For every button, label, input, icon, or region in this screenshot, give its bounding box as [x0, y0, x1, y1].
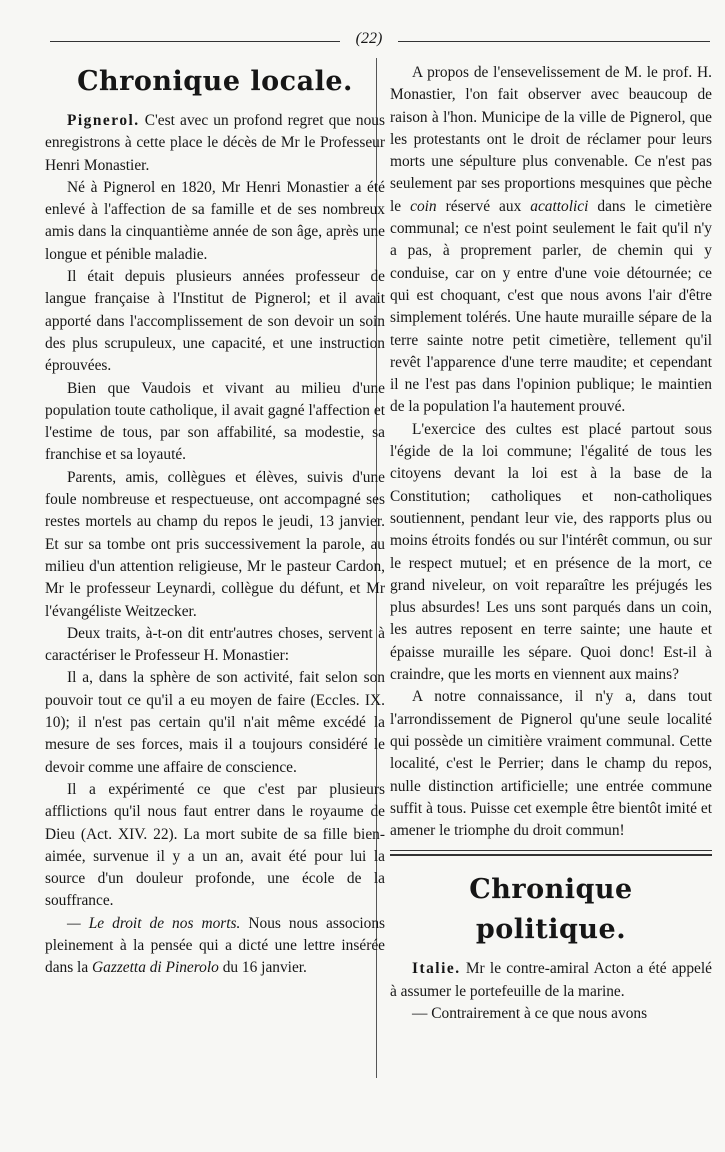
paragraph: Bien que Vaudois et vivant au milieu d'une population toute catholique, il avait gagné l'affection et l'estime de tous, par son affabilité, sa modestie, sa franchise et sa loyauté.	[45, 379, 385, 464]
paragraph	[390, 958, 712, 1003]
paragraph: L'exercice des cultes est placé partout sous l'égide de la loi commune; l'égalité de tous les citoyens devant la loi est à la base de la Constitution; catholiques et non-catholiques soutiennent, pendant leur vie, des rapports plus ou moins étroits fondés ou sur l'intérêt commun, ou sur le respect mutuel; et en présence de la mort, ce grand niveleur, on voit reparaître les préjugés les plus absurdes! Les uns sont parqués dans un coin, les autres reposent en terre sainte; une haute et épaisse muraille les sépare. Quoi donc! Est-il à craindre, que les morts en viennent aux mains?	[390, 420, 712, 684]
paragraph: Il a expérimenté ce que c'est par plusieurs afflictions qu'il nous faut entrer dans le royaume de Dieu (Act. XIV. 22). La mort subite de sa fille bien-aimée, survenue il y a un an, avait été pour lui la source d'un douleur profonde, une école de la souffrance.	[45, 780, 385, 910]
section-heading-locale: Chronique locale.	[77, 66, 353, 97]
emphasis: acattolici	[530, 197, 589, 215]
paragraph: — Contrairement à ce que nous avons	[412, 1004, 648, 1022]
paragraph-text: A propos de l'ensevelissement de M. le prof. H. Monastier, l'on fait observer avec beaucoup de raison à l'hon. Municipe de la ville de Pignerol, que les protestants ont le droit de réclamer pour leurs morts une sépulture plus convenable. Ce n'est pas seulement par ses proportions mesquines que pèche le	[390, 64, 712, 215]
page-number: (22)	[340, 30, 398, 48]
emphasis: coin	[410, 197, 437, 215]
paragraph: Il a, dans la sphère de son activité, fait selon son pouvoir tout ce qu'il a eu moyen de faire (Eccles. IX. 10); il n'est pas certain qu'il n'ait même excédé la mesure de ses forces, mais il a toujours considéré le devoir comme une affaire de conscience.	[45, 669, 385, 776]
paragraph-text: réservé aux	[436, 197, 531, 215]
paragraph-text: dans le cimetière communal; ce n'est point seulement le fait qu'il n'y a pas, à proprement parler, de chemin qui y conduise, car on y entre d'une voie détournée; ce qui est choquant, c'est que nous avons l'air d'être simplement tolérés. Une haute muraille sépare de la terre sainte notre petit cimetière, tellement qu'il revêt l'apparence d'une terre maudite; et cependant il ne l'est pas dans l'opinion publique; le maintien de la population l'a hautement prouvé.	[390, 197, 712, 416]
section-divider	[390, 850, 712, 856]
paragraph	[390, 62, 712, 419]
newspaper-title: Gazzetta di Pinerolo	[92, 959, 219, 977]
paragraph: A notre connaissance, il n'y a, dans tout l'arrondissement de Pignerol qu'une seule localité qui possède un cimitière vraiment communal. Cette localité, c'est le Perrier; dans le champ du repos, nulle distinction artificielle; une entrée commune suffit à tous. Puisse cet exemple être bientôt imité et amener le triomphe du droit commun!	[390, 688, 712, 840]
right-column	[390, 62, 712, 1025]
paragraph-text: Nous nous associons pleinement à la pensée qui a dicté une lettre insérée dans la	[45, 914, 386, 977]
rubric-title: — Le droit de nos morts.	[67, 914, 241, 932]
paragraph-text: du 16 janvier.	[218, 959, 307, 977]
paragraph-text: C'est avec un profond regret que nous enregistrons à cette place le décès de Mr le Professeur Henri Monastier.	[45, 112, 385, 174]
section-heading-politique: Chronique politique.	[469, 874, 633, 946]
left-column	[45, 62, 385, 980]
paragraph-text: Mr le contre-amiral Acton a été appelé à assumer le portefeuille de la marine.	[390, 960, 712, 1000]
paragraph: Parents, amis, collègues et élèves, suivis d'une foule nombreuse et respectueuse, ont accompagné ses restes mortels au champ du repos le jeudi, 13 janvier. Et sur sa tombe ont pris successivement la parole, au milieu d'un attention religieuse, Mr le pasteur Cardon, Mr le professeur Leynardi, collègue du défunt, et Mr l'évangéliste Weitzecker.	[45, 468, 385, 620]
paragraph: Il était depuis plusieurs années professeur de langue française à l'Institut de Pignerol; et il avait apporté dans l'accomplissement de son devoir un soin des plus scrupuleux, une capacité, et une instruction éprouvées.	[45, 268, 385, 375]
header-rule-left	[50, 41, 340, 42]
place-lead: Italie.	[412, 960, 461, 978]
paragraph: Deux traits, à-t-on dit entr'autres choses, servent à caractériser le Professeur H. Monastier:	[45, 624, 385, 665]
paragraph	[45, 110, 385, 177]
paragraph: Né à Pignerol en 1820, Mr Henri Monastier a été enlevé à l'affection de sa famille et de ses nombreux amis dans la cinquantième année de son âge, après une longue et pénible maladie.	[45, 178, 385, 263]
paragraph	[45, 913, 385, 980]
header-rule-right	[398, 41, 710, 42]
place-lead: Pignerol.	[67, 112, 140, 129]
